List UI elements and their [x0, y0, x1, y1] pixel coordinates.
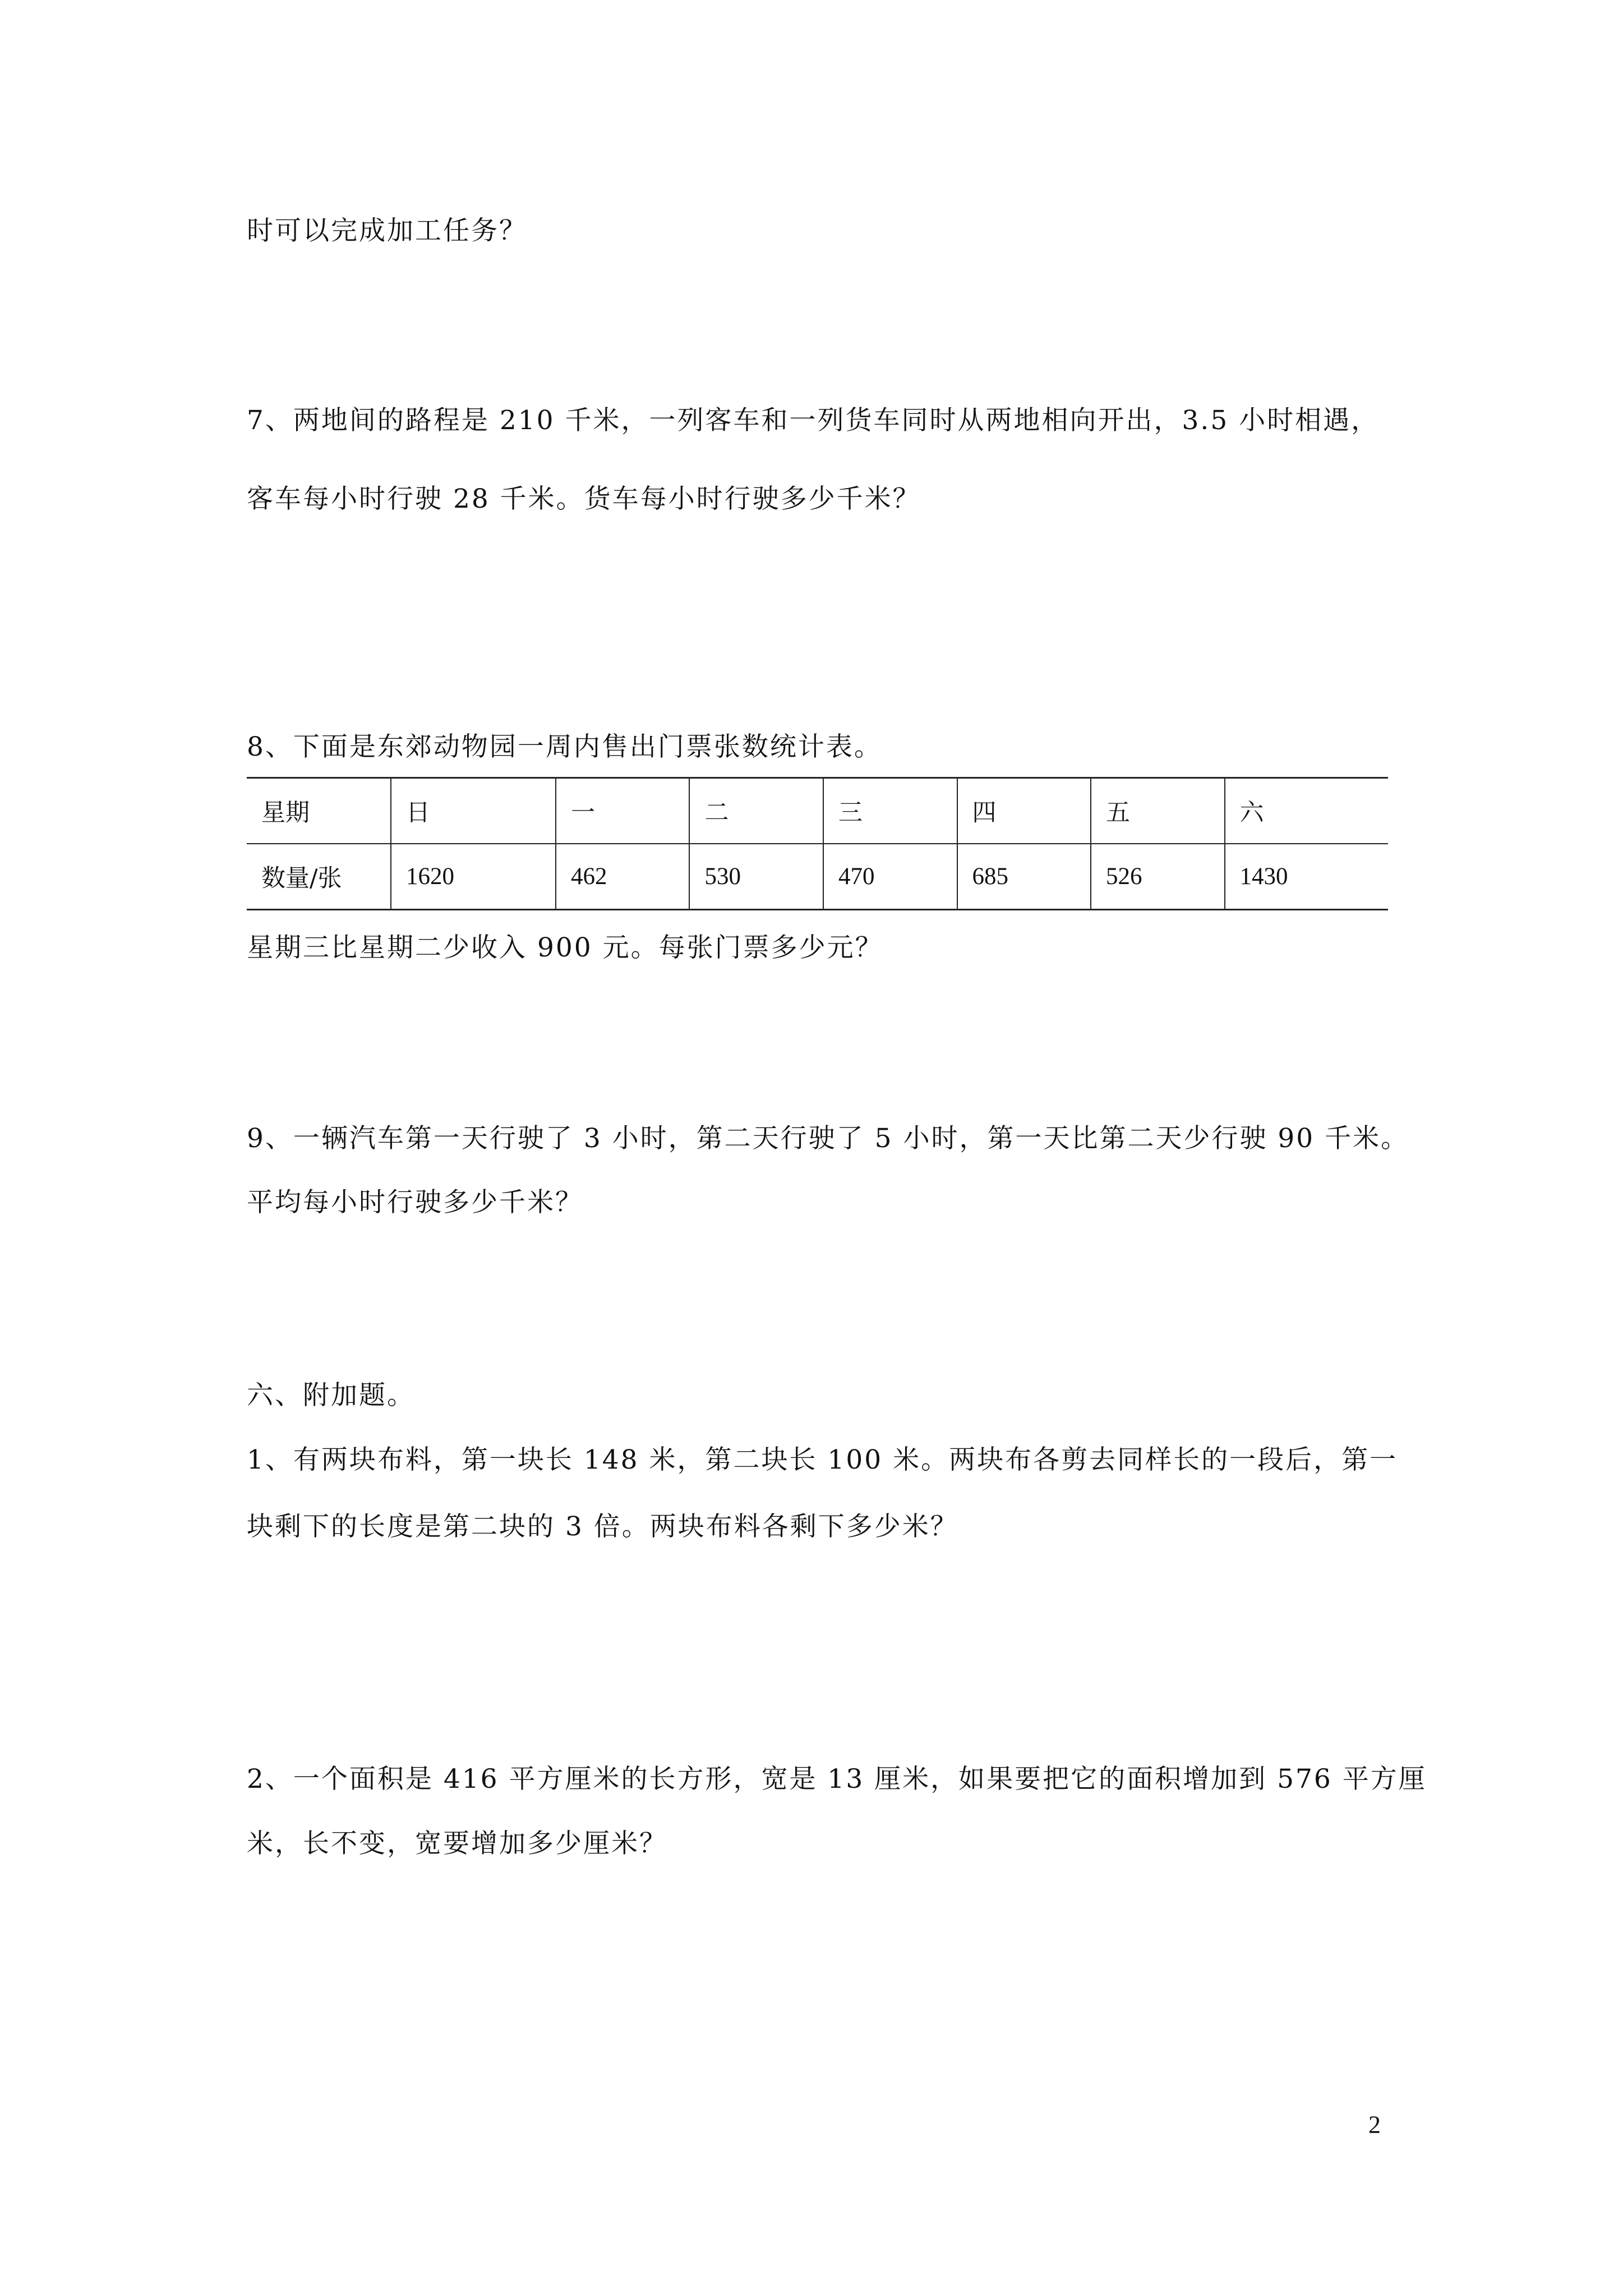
ticket-sales-table: [247, 777, 1388, 910]
table-cell: 一: [556, 778, 690, 844]
table-cell: 685: [957, 844, 1091, 910]
table-cell: 530: [689, 844, 823, 910]
bonus-question-1-line-2: 块剩下的长度是第二块的 3 倍。两块布料各剩下多少米？: [247, 1511, 958, 1542]
bonus-question-2-line-2: 米，长不变，宽要增加多少厘米？: [247, 1828, 667, 1859]
bonus-question-2-line-1: 2、一个面积是 416 平方厘米的长方形，宽是 13 厘米，如果要把它的面积增加到 576 平方厘: [247, 1764, 1427, 1795]
question-8-line-2: 星期三比星期二少收入 900 元。每张门票多少元？: [247, 932, 883, 963]
table-cell: 526: [1091, 844, 1225, 910]
table-cell: 五: [1091, 778, 1225, 844]
table-row: [247, 844, 1388, 910]
table-cell: 星期: [247, 778, 391, 844]
table-cell: 三: [823, 778, 957, 844]
table-cell: 数量/张: [247, 844, 391, 910]
table-header-row: [247, 778, 1388, 844]
question-7-line-1: 7、两地间的路程是 210 千米，一列客车和一列货车同时从两地相向开出，3.5 小时相遇，: [247, 405, 1380, 436]
table-cell: 四: [957, 778, 1091, 844]
continued-question-text: 时可以完成加工任务？: [247, 215, 527, 246]
page-number: 2: [1368, 2111, 1381, 2138]
table-cell: 1430: [1225, 844, 1388, 910]
bonus-question-1-line-1: 1、有两块布料，第一块长 148 米，第二块长 100 米。两块布各剪去同样长的一段后，第一: [247, 1444, 1398, 1475]
question-8-line-1: 8、下面是东郊动物园一周内售出门票张数统计表。: [247, 731, 882, 762]
table-cell: 六: [1225, 778, 1388, 844]
question-7-line-2: 客车每小时行驶 28 千米。货车每小时行驶多少千米？: [247, 484, 921, 514]
table-cell: 462: [556, 844, 690, 910]
table-cell: 二: [689, 778, 823, 844]
table-cell: 470: [823, 844, 957, 910]
table-cell: 1620: [391, 844, 556, 910]
question-9-line-2: 平均每小时行驶多少千米？: [247, 1187, 583, 1218]
section-6-heading: 六、附加题。: [247, 1380, 415, 1411]
question-9-line-1: 9、一辆汽车第一天行驶了 3 小时，第二天行驶了 5 小时，第一天比第二天少行驶 90 千米。: [247, 1123, 1409, 1154]
table-cell: 日: [391, 778, 556, 844]
